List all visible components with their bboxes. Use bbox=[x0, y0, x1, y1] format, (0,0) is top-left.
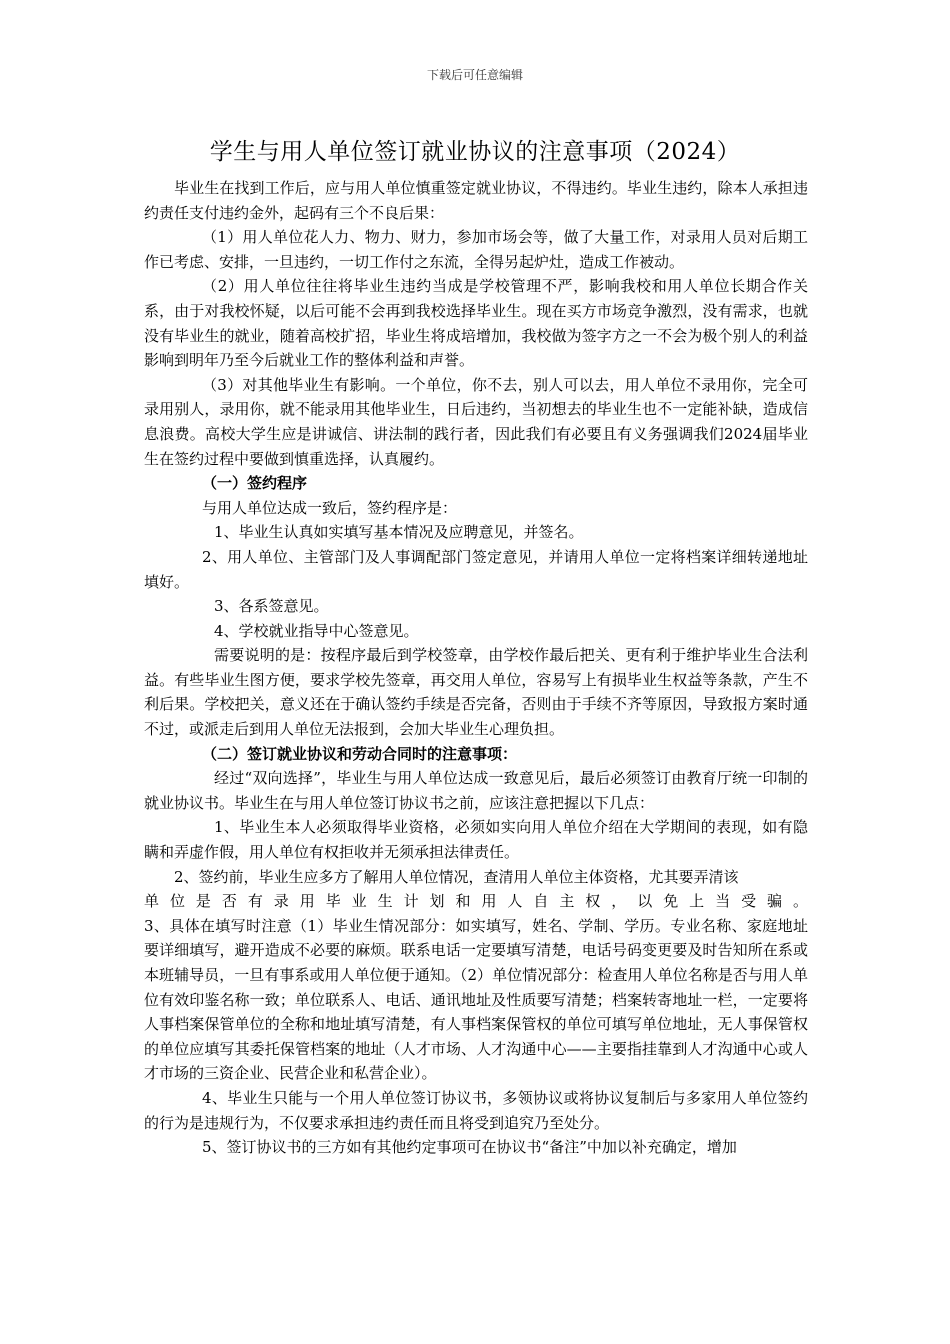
paragraph-consequence-3: （3）对其他毕业生有影响。一个单位，你不去，别人可以去，用人单位不录用你，完全可录用别人，录用你，就不能录用其他毕业生，日后违约，当初想去的毕业生也不一定能补缺，造成信息浪费。高校大学生应是讲诚信、讲法制的践行者，因此我们有必要且有义务强调我们2024届毕业生在签约过程中要做到慎重选择，认真履约。 bbox=[144, 375, 808, 468]
list-item-agreement-4: 4、毕业生只能与一个用人单位签订协议书，多领协议或将协议复制后与多家用人单位签约的行为是违规行为，不仅要求承担违约责任而且将受到追究乃至处分。 bbox=[144, 1088, 808, 1132]
list-item-procedure-4: 4、学校就业指导中心签意见。 bbox=[214, 621, 419, 640]
paragraph-consequence-2: （2）用人单位往往将毕业生违约当成是学校管理不严，影响我校和用人单位长期合作关系，由于对我校怀疑，以后可能不会再到我校选择毕业生。现在买方市场竞争激烈，没有需求，也就没有毕业生的就业，随着高校扩招，毕业生将成培增加，我校做为签字方之一不会为极个别人的利益影响到明年乃至今后就业工作的整体利益和声誉。 bbox=[144, 277, 808, 370]
paragraph-consequence-1: （1）用人单位花人力、物力、财力，参加市场会等，做了大量工作，对录用人员对后期工作已考虑、安排，一旦违约，一切工作付之东流，全得另起炉灶，造成工作被动。 bbox=[144, 228, 808, 271]
paragraph-procedure-intro: 与用人单位达成一致后，签约程序是： bbox=[202, 498, 458, 517]
list-item-agreement-3: 3、具体在填写时注意（1）毕业生情况部分：如实填写，姓名、学制、学历。专业名称、家庭地址要详细填写，避开造成不必要的麻烦。联系电话一定要填写清楚，电话号码变更要及时告知所在系或本班辅导员，一旦有事系或用人单位便于通知。（2）单位情况部分：检查用人单位名称是否与用人单位有效印鉴名称一致；单位联系人、电话、通讯地址及性质要写清楚；档案转寄地址一栏，一定要将人事档案保管单位的全称和地址填写清楚，有人事档案保管权的单位可填写单位地址，无人事保管权的单位应填写其委托保管档案的地址（人才市场、人才沟通中心——主要指挂靠到人才沟通中心或人才市场的三资企业、民营企业和私营企业）。 bbox=[144, 916, 808, 1083]
list-item-procedure-3: 3、各系签意见。 bbox=[214, 597, 329, 616]
list-item-procedure-2: 2、用人单位、主管部门及人事调配部门签定意见，并请用人单位一定将档案详细转递地址填好。 bbox=[144, 547, 808, 591]
list-item-agreement-2-continued: 单位是否有录用毕业生计划和用人自主权，以免上当受骗。 bbox=[144, 892, 808, 911]
paragraph-agreement-intro: 经过“双向选择”，毕业生与用人单位达成一致意见后，最后必须签订由教育厅统一印制的就业协议书。毕业生在与用人单位签订协议书之前，应该注意把握以下几点： bbox=[144, 769, 808, 812]
section-heading-signing-procedure: （一）签约程序 bbox=[202, 474, 308, 493]
list-item-agreement-2: 2、签约前，毕业生应多方了解用人单位情况，查清用人单位主体资格，尤其要弄清该 bbox=[174, 867, 739, 886]
page-header: 下载后可任意编辑 bbox=[426, 68, 523, 82]
document-title: 学生与用人单位签订就业协议的注意事项（2024） bbox=[209, 139, 741, 165]
paragraph-intro: 毕业生在找到工作后，应与用人单位慎重签定就业协议，不得违约。毕业生违约，除本人承担违约责任支付违约金外，起码有三个不良后果： bbox=[144, 179, 808, 222]
list-item-agreement-1: 1、毕业生本人必须取得毕业资格，必须如实向用人单位介绍在大学期间的表现，如有隐瞒和弄虚作假，用人单位有权拒收并无须承担法律责任。 bbox=[144, 818, 808, 862]
section-heading-agreement-notes: （二）签订就业协议和劳动合同时的注意事项： bbox=[202, 744, 518, 763]
paragraph-procedure-note: 需要说明的是：按程序最后到学校签章，由学校作最后把关、更有利于维护毕业生合法利益。有些毕业生图方便，要求学校先签章，再交用人单位，容易写上有损毕业生权益等条款，产生不利后果。学校把关，意义还在于确认签约手续是否完备，否则由于手续不齐等原因，导致报方案时通不过，或派走后到用人单位无法报到，会加大毕业生心理负担。 bbox=[144, 646, 808, 739]
document-body bbox=[144, 176, 808, 1160]
list-item-agreement-5: 5、签订协议书的三方如有其他约定事项可在协议书“备注”中加以补充确定，增加 bbox=[202, 1138, 737, 1157]
list-item-procedure-1: 1、毕业生认真如实填写基本情况及应聘意见，并签名。 bbox=[214, 523, 584, 542]
